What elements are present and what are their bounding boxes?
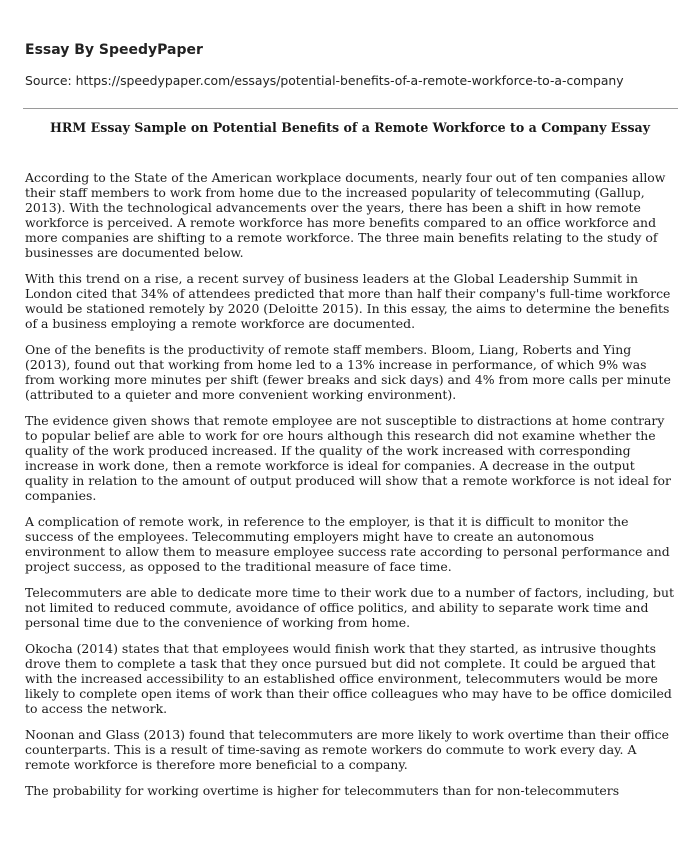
header-divider — [23, 108, 678, 109]
brand-heading: Essay By SpeedyPaper — [25, 42, 203, 58]
essay-paragraph: According to the State of the American workplace documents, nearly four out of ten companies allow their staff members to work from home due to the increased popularity of telecommuting (Gallup, 2013). With the technological advancements over the years, there has been a shift in how remote workforce is perceived. A remote workforce has more benefits compared to an office workforce and more companies are shifting to a remote workforce. The three main benefits relating to the study of businesses are documented below. — [25, 170, 666, 260]
essay-paragraph: Okocha (2014) states that that employees would finish work that they started, as intrusive thoughts drove them to complete a task that they once pursued but did not complete. It could be argued that with the increased accessibility to an established office environment, telecommuters would be more likely to complete open items of work than their office colleagues who may have to be office domiciled to access the network. — [25, 641, 672, 716]
source-line: Source: https://speedypaper.com/essays/potential-benefits-of-a-remote-workforce-to-a-company — [25, 73, 624, 88]
essay-paragraph: The probability for working overtime is higher for telecommuters than for non-telecommuters — [25, 783, 620, 798]
essay-paragraph: The evidence given shows that remote employee are not susceptible to distractions at home contrary to popular belief are able to work for ore hours although this research did not examine whether the quality of the work produced increased. If the quality of the work increased with corresponding increase in work done, then a remote workforce is ideal for companies. A decrease in the output quality in relation to the amount of output produced will show that a remote workforce is not ideal for companies. — [25, 413, 671, 503]
essay-paragraph: A complication of remote work, in reference to the employer, is that it is difficult to monitor the success of the employees. Telecommuting employers might have to create an autonomous environment to allow them to measure employee success rate according to personal performance and project success, as opposed to the traditional measure of face time. — [25, 514, 670, 574]
essay-body — [25, 170, 675, 809]
essay-paragraph: Telecommuters are able to dedicate more time to their work due to a number of factors, including, but not limited to reduced commute, avoidance of office politics, and ability to separate work time and personal time due to the convenience of working from home. — [25, 585, 674, 630]
essay-title: HRM Essay Sample on Potential Benefits of a Remote Workforce to a Company Essay — [49, 120, 651, 135]
essay-paragraph: With this trend on a rise, a recent survey of business leaders at the Global Leadership Summit in London cited that 34% of attendees predicted that more than half their company's full-time workforce would be stationed remotely by 2020 (Deloitte 2015). In this essay, the aims to determine the benefits of a business employing a remote workforce are documented. — [25, 271, 671, 331]
essay-paragraph: One of the benefits is the productivity of remote staff members. Bloom, Liang, Roberts and Ying (2013), found out that working from home led to a 13% increase in performance, of which 9% was from working more minutes per shift (fewer breaks and sick days) and 4% from more calls per minute (attributed to a quieter and more convenient working environment). — [25, 342, 671, 402]
essay-paragraph: Noonan and Glass (2013) found that telecommuters are more likely to work overtime than their office counterparts. This is a result of time-saving as remote workers do commute to work every day. A remote workforce is therefore more beneficial to a company. — [25, 727, 669, 772]
